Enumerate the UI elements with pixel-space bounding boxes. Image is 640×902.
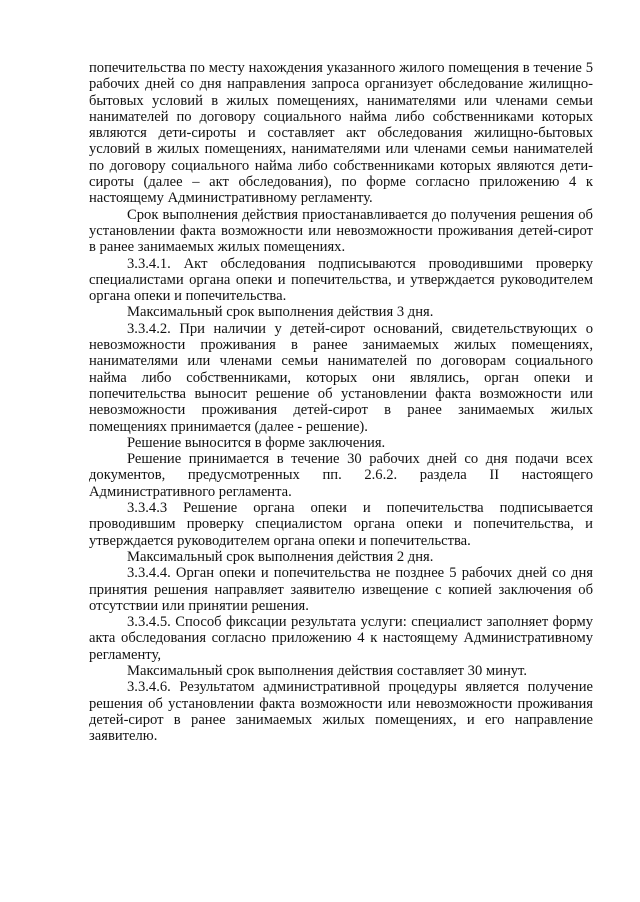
paragraph-3-3-4-1: 3.3.4.1. Акт обследования подписываются проводившими проверку специалистами органа опеки и попечительства, и утверждается руководителем органа опеки и попечительства. [89, 255, 593, 305]
paragraph-decision-form: Решение выносится в форме заключения. [127, 434, 386, 451]
document-body [89, 60, 593, 744]
paragraph-inspection-organization: попечительства по месту нахождения указанного жилого помещения в течение 5 рабочих дней со дня направления запроса организует обследование жилищно-бытовых условий в жилых помещениях, нанимателями или членами семьи нанимателей по договору социального найма либо собственниками которых являются дети-сироты и составляет акт обследования жилищно-бытовых условий в жилых помещениях, нанимателями или членами семьи нанимателей по договору социального найма либо собственниками которых являются дети-сироты (далее – акт обследования), по форме согласно приложению 4 к настоящему Административному регламенту. [89, 60, 593, 207]
paragraph-max-term-30-minutes: Максимальный срок выполнения действия составляет 30 минут. [127, 662, 527, 679]
paragraph-3-3-4-2: 3.3.4.2. При наличии у детей-сирот оснований, свидетельствующих о невозможности проживания в ранее занимаемых жилых помещениях, нанимателями или членами семьи нанимателей по договорам социального найма либо собственниками, которых они являлись, орган опеки и попечительства выносит решение об установлении факта возможности или невозможности проживания детей-сирот в ранее занимаемых жилых помещениях принимается (далее - решение). [89, 320, 593, 435]
paragraph-decision-term: Решение принимается в течение 30 рабочих дней со дня подачи всех документов, предусмотренных пп. 2.6.2. раздела II настоящего Административного регламента. [89, 451, 593, 500]
paragraph-3-3-4-5: 3.3.4.5. Способ фиксации результата услуги: специалист заполняет форму акта обследования согласно приложению 4 к настоящему Административному регламенту, [89, 614, 593, 663]
paragraph-3-3-4-3: 3.3.4.3 Решение органа опеки и попечительства подписывается проводившим проверку специалистом органа опеки и попечительства, и утверждается руководителем органа опеки и попечительства. [89, 500, 593, 549]
paragraph-suspension-term: Срок выполнения действия приостанавливается до получения решения об установлении факта возможности или невозможности проживания детей-сирот в ранее занимаемых жилых помещениях. [89, 206, 593, 256]
paragraph-3-3-4-6: 3.3.4.6. Результатом административной процедуры является получение решения об установлении факта возможности или невозможности проживания детей-сирот в ранее занимаемых жилых помещениях, и его направление заявителю. [89, 679, 593, 745]
paragraph-max-term-2-days: Максимальный срок выполнения действия 2 дня. [127, 548, 434, 565]
paragraph-3-3-4-4: 3.3.4.4. Орган опеки и попечительства не позднее 5 рабочих дней со дня принятия решения направляет заявителю извещение с копией заключения об отсутствии или принятии решения. [89, 565, 593, 614]
paragraph-max-term-3-days: Максимальный срок выполнения действия 3 дня. [127, 304, 434, 321]
